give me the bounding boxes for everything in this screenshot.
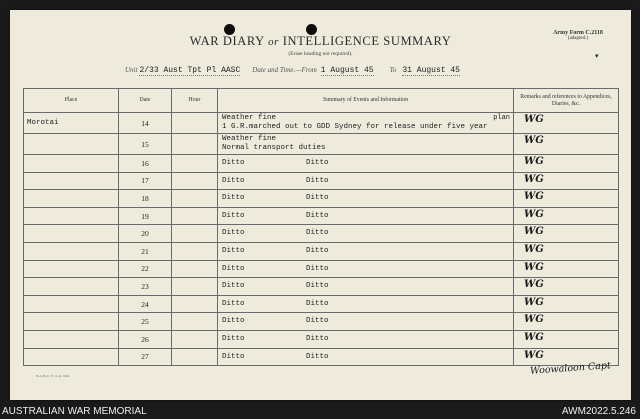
date-cell: 27: [119, 348, 172, 366]
tick-mark: ▾: [595, 52, 599, 60]
initials-signature: WG: [524, 226, 544, 238]
table-row: [24, 348, 619, 366]
date-cell: 16: [119, 155, 172, 173]
place-cell: Morotai: [24, 113, 119, 134]
ditto-text: Ditto: [222, 246, 245, 255]
ditto-text: Ditto: [222, 282, 245, 291]
hour-cell: [172, 207, 218, 225]
table-row: [24, 260, 619, 278]
ditto-text: Ditto: [222, 317, 245, 326]
summary-cell: [218, 295, 514, 313]
table-row: [24, 313, 619, 331]
remarks-cell: [514, 242, 619, 260]
table-row: [24, 190, 619, 208]
army-form-number: Army Form C.2118: [553, 30, 603, 36]
unit-line: [125, 65, 460, 75]
ditto-text: Ditto: [306, 264, 329, 273]
diary-table: [23, 88, 619, 366]
ditto-text: Ditto: [306, 299, 329, 308]
summary-cell: [218, 260, 514, 278]
initials-signature: WG: [524, 349, 544, 361]
hour-cell: [172, 172, 218, 190]
initials-signature: WG: [524, 314, 544, 326]
unit-label: Unit: [125, 66, 138, 74]
ditto-text: Ditto: [222, 299, 245, 308]
hour-cell: [172, 190, 218, 208]
date-cell: 23: [119, 278, 172, 296]
summary-cell: [218, 313, 514, 331]
summary-cell: [218, 113, 514, 134]
remarks-cell: [514, 155, 619, 173]
date-cell: 22: [119, 260, 172, 278]
date-cell: 14: [119, 113, 172, 134]
table-row: [24, 155, 619, 173]
remarks-cell: [514, 295, 619, 313]
date-cell: 18: [119, 190, 172, 208]
caption-institution: AUSTRALIAN WAR MEMORIAL: [2, 406, 147, 417]
remarks-cell: [514, 113, 619, 134]
hour-cell: [172, 330, 218, 348]
initials-signature: WG: [524, 331, 544, 343]
remarks-cell: [514, 134, 619, 155]
hour-cell: [172, 313, 218, 331]
ditto-text: Ditto: [306, 246, 329, 255]
date-cell: 25: [119, 313, 172, 331]
table-row: [24, 172, 619, 190]
header-date: Date: [119, 89, 172, 113]
initials-signature: WG: [524, 296, 544, 308]
initials-signature: WG: [524, 156, 544, 167]
initials-signature: WG: [524, 135, 544, 146]
summary-cell: [218, 242, 514, 260]
summary-cell: [218, 278, 514, 296]
initials-signature: WG: [524, 114, 544, 125]
summary-cell: [218, 190, 514, 208]
title-intelligence-summary: INTELLIGENCE SUMMARY: [282, 34, 452, 48]
printer-note: B.A.H.Q. 31-3-44 1940: [36, 374, 70, 378]
date-cell: 21: [119, 242, 172, 260]
remarks-cell: [514, 207, 619, 225]
place-cell: [24, 330, 119, 348]
hour-cell: [172, 348, 218, 366]
place-cell: [24, 348, 119, 366]
ditto-text: Ditto: [306, 176, 329, 185]
remarks-cell: [514, 313, 619, 331]
initials-signature: WG: [524, 208, 544, 220]
header-place: Place: [24, 89, 119, 113]
ditto-text: Ditto: [306, 317, 329, 326]
summary-cell: [218, 172, 514, 190]
header-summary: Summary of Events and Information: [218, 89, 514, 113]
date-cell: 17: [119, 172, 172, 190]
ditto-text: Ditto: [222, 352, 245, 361]
place-cell: [24, 155, 119, 173]
officer-signature: Woowaloon Capt: [529, 360, 612, 377]
ditto-text: Ditto: [306, 352, 329, 361]
place-cell: [24, 225, 119, 243]
date-cell: 20: [119, 225, 172, 243]
summary-line: Weather fine: [222, 135, 277, 144]
hour-cell: [172, 113, 218, 134]
summary-line: Normal transport duties: [222, 144, 326, 152]
header-hour: Hour: [172, 89, 218, 113]
summary-extra: plan: [493, 114, 510, 122]
place-cell: [24, 242, 119, 260]
form-title: [10, 34, 631, 49]
form-subtitle: (Erase heading not required).: [288, 51, 353, 57]
table-row: [24, 330, 619, 348]
hour-cell: [172, 278, 218, 296]
ditto-text: Ditto: [306, 158, 329, 167]
summary-cell: [218, 330, 514, 348]
remarks-cell: [514, 190, 619, 208]
place-cell: [24, 207, 119, 225]
ditto-text: Ditto: [306, 334, 329, 343]
army-form-label: [548, 30, 608, 41]
date-to: 31 August 45: [402, 66, 460, 75]
hour-cell: [172, 295, 218, 313]
hour-cell: [172, 242, 218, 260]
ditto-text: Ditto: [222, 229, 245, 238]
remarks-cell: [514, 330, 619, 348]
header-remarks: Remarks and references to Appendices, Diaries, &c.: [514, 89, 619, 113]
army-form-adapted: (adapted.): [567, 36, 589, 41]
initials-signature: WG: [524, 243, 544, 255]
date-cell: 26: [119, 330, 172, 348]
ditto-text: Ditto: [222, 194, 245, 203]
summary-cell: [218, 207, 514, 225]
remarks-cell: [514, 172, 619, 190]
initials-signature: WG: [524, 191, 544, 203]
ditto-text: Ditto: [222, 176, 245, 185]
initials-signature: WG: [524, 261, 544, 273]
remarks-cell: [514, 278, 619, 296]
place-cell: [24, 190, 119, 208]
table-row: [24, 207, 619, 225]
table-row: [24, 225, 619, 243]
remarks-cell: [514, 260, 619, 278]
summary-cell: [218, 155, 514, 173]
ditto-text: Ditto: [306, 194, 329, 203]
place-cell: [24, 134, 119, 155]
to-label: To: [389, 66, 397, 74]
place-cell: [24, 260, 119, 278]
date-cell: 24: [119, 295, 172, 313]
ditto-text: Ditto: [222, 158, 245, 167]
table-row: [24, 278, 619, 296]
date-from: 1 August 45: [320, 66, 374, 75]
ditto-text: Ditto: [306, 229, 329, 238]
summary-line: Weather fine: [222, 114, 277, 123]
ditto-text: Ditto: [306, 282, 329, 291]
ditto-text: Ditto: [306, 211, 329, 220]
table-row: [24, 242, 619, 260]
date-label: Date and Time.—From: [252, 66, 317, 74]
initials-signature: WG: [524, 279, 544, 291]
summary-cell: [218, 225, 514, 243]
title-war-diary: WAR DIARY: [189, 34, 265, 48]
ditto-text: Ditto: [222, 264, 245, 273]
place-cell: [24, 278, 119, 296]
table-header-row: [24, 89, 619, 113]
caption-accession-number: AWM2022.5.246: [561, 406, 636, 417]
hour-cell: [172, 134, 218, 155]
place-cell: [24, 313, 119, 331]
hour-cell: [172, 155, 218, 173]
title-or: or: [268, 36, 280, 48]
hour-cell: [172, 260, 218, 278]
summary-cell: [218, 134, 514, 155]
summary-line: 1 G.R.marched out to GDD Sydney for release under five year: [222, 123, 488, 131]
date-cell: 15: [119, 134, 172, 155]
remarks-cell: [514, 225, 619, 243]
war-diary-sheet: [10, 10, 631, 400]
table-row: [24, 113, 619, 134]
date-cell: 19: [119, 207, 172, 225]
table-row: [24, 295, 619, 313]
ditto-text: Ditto: [222, 211, 245, 220]
ditto-text: Ditto: [222, 334, 245, 343]
unit-value: 2/33 Aust Tpt Pl AASC: [139, 66, 241, 75]
place-cell: [24, 295, 119, 313]
initials-signature: WG: [524, 173, 544, 185]
table-row: [24, 134, 619, 155]
place-cell: [24, 172, 119, 190]
hour-cell: [172, 225, 218, 243]
summary-cell: [218, 348, 514, 366]
